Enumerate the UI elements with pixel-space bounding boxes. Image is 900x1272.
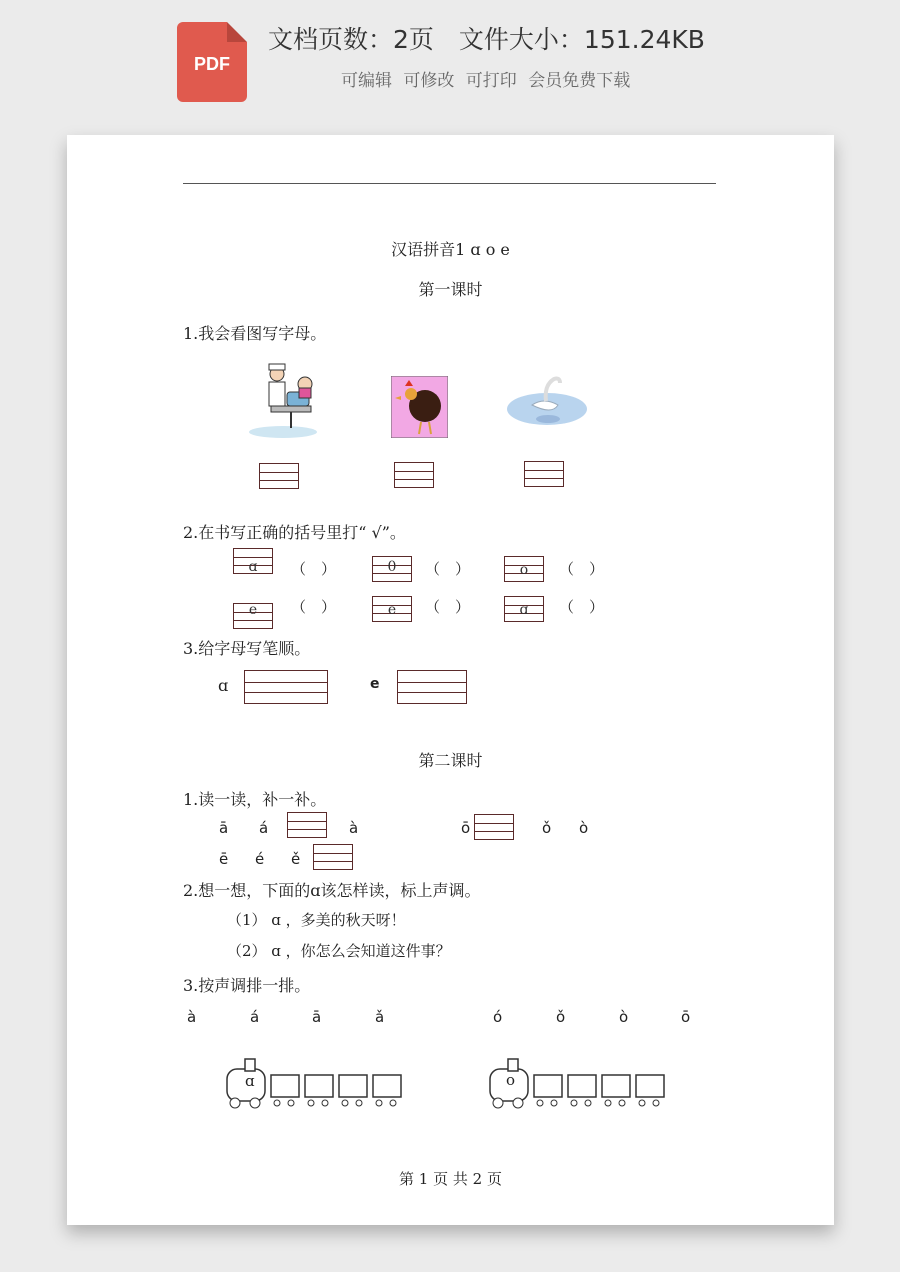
q2-paren-5[interactable]: （ ）: [425, 598, 471, 616]
q2-letter-5: e: [387, 602, 397, 618]
document-page: [67, 135, 834, 1225]
train-letter-o: o: [506, 1071, 516, 1089]
q2-letter-2: 0: [387, 559, 397, 575]
lesson-1-heading: 第一课时: [418, 280, 483, 299]
doctor-patient-picture: [247, 360, 319, 440]
q2-letter-3: o: [519, 562, 529, 578]
train-picture-o: [486, 1053, 666, 1113]
page-footer: 第 1 页 共 2 页: [399, 1170, 502, 1188]
tone-e1: ē: [219, 850, 229, 868]
fill-box-a[interactable]: [287, 812, 327, 838]
l2-question-2: 2.想一想，下面的ɑ该怎样读，标上声调。: [183, 881, 481, 900]
write-box-2[interactable]: [394, 462, 434, 488]
q2-box-3: [504, 556, 544, 582]
stroke-box-a[interactable]: [244, 670, 328, 704]
l1-question-2: 2.在书写正确的括号里打“ √”。: [183, 523, 406, 542]
doc-title: 汉语拼音1 ɑ o e: [391, 240, 510, 259]
file-info-header: [0, 0, 900, 120]
file-info-title: 文档页数：2页 文件大小：151.24KB: [268, 25, 705, 54]
tone-order-a1: à: [187, 1008, 197, 1026]
tone-e3: ě: [291, 850, 301, 868]
q2-letter-6: ɑ: [519, 602, 529, 618]
train-picture-a: [223, 1053, 403, 1113]
pdf-file-icon: [177, 22, 247, 102]
header-rule: [183, 183, 716, 184]
tone-order-a4: ǎ: [375, 1008, 385, 1026]
q2-letter-1: ɑ: [248, 559, 258, 575]
q3-letter-e: e: [370, 676, 380, 692]
tone-order-o1: ó: [493, 1008, 503, 1026]
l1-question-3: 3.给字母写笔顺。: [183, 639, 311, 658]
train-letter-a: ɑ: [245, 1072, 255, 1090]
pdf-icon-label: PDF: [194, 54, 230, 74]
tone-order-a3: ā: [312, 1008, 322, 1026]
write-box-1[interactable]: [259, 463, 299, 489]
q2-letter-4: e: [248, 602, 258, 618]
tone-a4: à: [349, 819, 359, 837]
l2-question-3: 3.按声调排一排。: [183, 976, 311, 995]
q2-paren-3[interactable]: （ ）: [559, 560, 605, 578]
tone-order-a2: á: [250, 1008, 260, 1026]
q2-paren-2[interactable]: （ ）: [425, 560, 471, 578]
q2-box-6: [504, 596, 544, 622]
q3-letter-a: ɑ: [218, 676, 229, 695]
stroke-box-e[interactable]: [397, 670, 467, 704]
tone-e2: é: [255, 850, 265, 868]
file-info-subtitle: 可编辑 可修改 可打印 会员免费下载: [341, 71, 631, 91]
q2-paren-4[interactable]: （ ）: [291, 598, 337, 616]
tone-o1: ō: [461, 819, 471, 837]
tone-order-o3: ò: [619, 1008, 629, 1026]
q2-box-1: [233, 548, 273, 574]
q2-paren-1[interactable]: （ ）: [291, 560, 337, 578]
l2-question-1: 1.读一读，补一补。: [183, 790, 327, 809]
write-box-3[interactable]: [524, 461, 564, 487]
q2-paren-6[interactable]: （ ）: [559, 598, 605, 616]
fill-box-e[interactable]: [313, 844, 353, 870]
tone-o4: ò: [579, 819, 589, 837]
q2-box-4: [233, 603, 273, 629]
q2-box-2: [372, 556, 412, 582]
l2-question-2-item-2: （2） ɑ ，你怎么会知道这件事？: [227, 942, 451, 960]
swan-picture: [506, 371, 588, 433]
q2-box-5: [372, 596, 412, 622]
tone-order-o4: ō: [681, 1008, 691, 1026]
tone-a1: ā: [219, 819, 229, 837]
lesson-2-heading: 第二课时: [418, 751, 483, 770]
tone-order-o2: ǒ: [556, 1008, 566, 1026]
rooster-picture: [391, 376, 448, 438]
tone-a2: á: [259, 819, 269, 837]
l1-question-1: 1.我会看图写字母。: [183, 324, 327, 343]
tone-o3: ǒ: [542, 819, 552, 837]
l2-question-2-item-1: （1） ɑ ，多美的秋天呀！: [227, 911, 406, 929]
fill-box-o[interactable]: [474, 814, 514, 840]
